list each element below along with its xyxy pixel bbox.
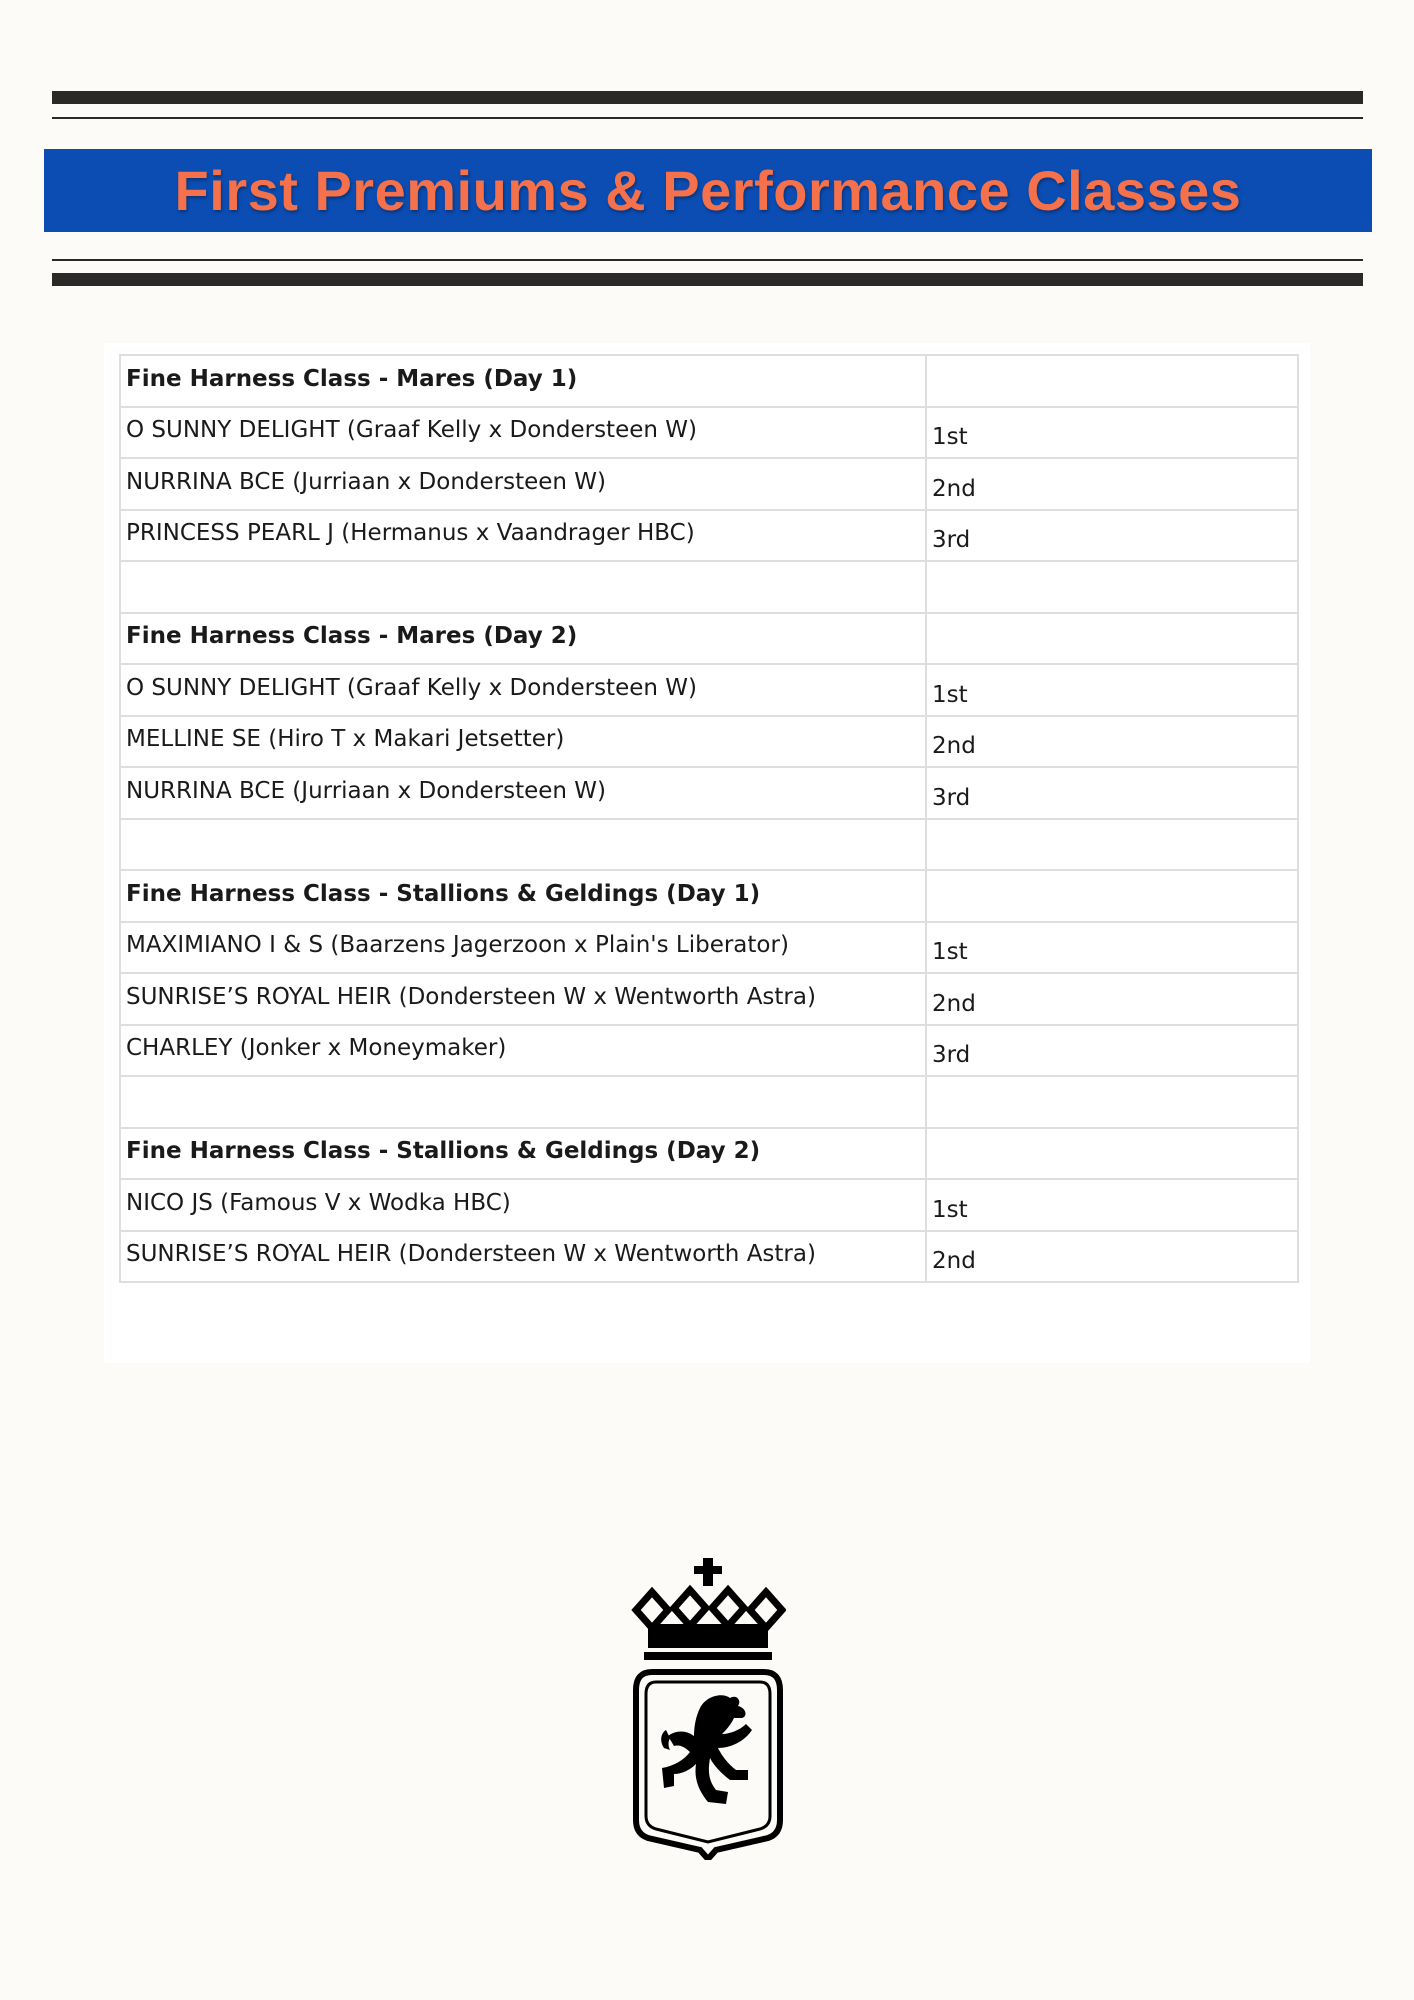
class-title-cell: Fine Harness Class - Stallions & Geldings (Day 1) — [120, 870, 926, 922]
results-panel — [104, 343, 1310, 1363]
horse-name-cell: SUNRISE’S ROYAL HEIR (Dondersteen W x Wentworth Astra) — [120, 1231, 926, 1283]
placing-cell: 1st — [926, 664, 1298, 716]
placing-cell: 3rd — [926, 1025, 1298, 1077]
placing-cell: 3rd — [926, 767, 1298, 819]
spacer-row — [120, 1076, 1298, 1128]
page-title: First Premiums & Performance Classes — [174, 159, 1242, 222]
placing-cell — [926, 561, 1298, 613]
placing-cell — [926, 355, 1298, 407]
table-row — [120, 1025, 1298, 1077]
class-header-row — [120, 613, 1298, 665]
horse-name-cell: NICO JS (Famous V x Wodka HBC) — [120, 1179, 926, 1231]
horse-name-cell: NURRINA BCE (Jurriaan x Dondersteen W) — [120, 458, 926, 510]
table-row — [120, 973, 1298, 1025]
placing-cell: 2nd — [926, 973, 1298, 1025]
top-thin-rule — [52, 117, 1363, 119]
class-header-row — [120, 355, 1298, 407]
class-title-cell: Fine Harness Class - Stallions & Geldings (Day 2) — [120, 1128, 926, 1180]
top-thick-rule — [52, 91, 1363, 104]
table-row — [120, 767, 1298, 819]
table-row — [120, 510, 1298, 562]
table-row — [120, 1179, 1298, 1231]
placing-cell — [926, 613, 1298, 665]
table-row — [120, 922, 1298, 974]
placing-cell: 3rd — [926, 510, 1298, 562]
table-row — [120, 1231, 1298, 1283]
horse-name-cell: CHARLEY (Jonker x Moneymaker) — [120, 1025, 926, 1077]
placing-cell — [926, 1076, 1298, 1128]
table-row — [120, 664, 1298, 716]
placing-cell: 1st — [926, 1179, 1298, 1231]
placing-cell: 2nd — [926, 1231, 1298, 1283]
results-table — [119, 354, 1299, 1283]
table-row — [120, 407, 1298, 459]
placing-cell — [926, 1128, 1298, 1180]
placing-cell: 2nd — [926, 716, 1298, 768]
horse-name-cell — [120, 1076, 926, 1128]
bottom-thick-rule — [52, 273, 1363, 286]
placing-cell — [926, 870, 1298, 922]
horse-name-cell: PRINCESS PEARL J (Hermanus x Vaandrager HBC) — [120, 510, 926, 562]
class-header-row — [120, 1128, 1298, 1180]
placing-cell — [926, 819, 1298, 871]
placing-cell: 2nd — [926, 458, 1298, 510]
table-row — [120, 458, 1298, 510]
horse-name-cell: NURRINA BCE (Jurriaan x Dondersteen W) — [120, 767, 926, 819]
table-row — [120, 716, 1298, 768]
spacer-row — [120, 561, 1298, 613]
class-title-cell: Fine Harness Class - Mares (Day 1) — [120, 355, 926, 407]
horse-name-cell: MAXIMIANO I & S (Baarzens Jagerzoon x Plain's Liberator) — [120, 922, 926, 974]
horse-name-cell: O SUNNY DELIGHT (Graaf Kelly x Dondersteen W) — [120, 407, 926, 459]
crowned-lion-shield-icon — [630, 1558, 786, 1860]
placing-cell: 1st — [926, 922, 1298, 974]
placing-cell: 1st — [926, 407, 1298, 459]
bottom-thin-rule — [52, 259, 1363, 261]
horse-name-cell: SUNRISE’S ROYAL HEIR (Dondersteen W x Wentworth Astra) — [120, 973, 926, 1025]
horse-name-cell: O SUNNY DELIGHT (Graaf Kelly x Dondersteen W) — [120, 664, 926, 716]
horse-name-cell: MELLINE SE (Hiro T x Makari Jetsetter) — [120, 716, 926, 768]
title-banner — [44, 149, 1372, 232]
class-header-row — [120, 870, 1298, 922]
horse-name-cell — [120, 819, 926, 871]
horse-name-cell — [120, 561, 926, 613]
class-title-cell: Fine Harness Class - Mares (Day 2) — [120, 613, 926, 665]
spacer-row — [120, 819, 1298, 871]
